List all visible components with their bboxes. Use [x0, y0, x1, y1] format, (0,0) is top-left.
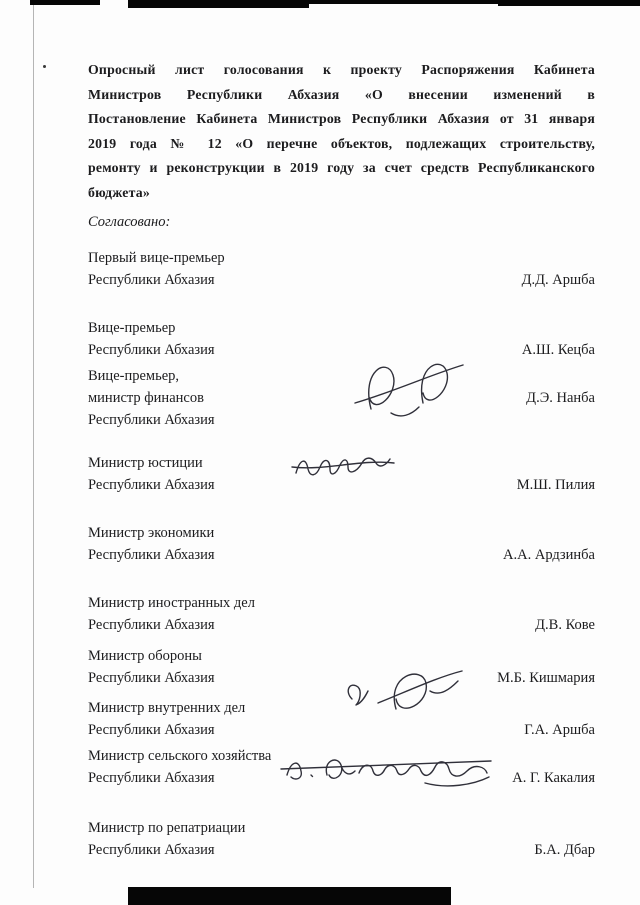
scan-edge-line: [33, 0, 34, 888]
position-line: Республики Абхазия: [88, 770, 215, 786]
position-line: Республики Абхазия: [88, 842, 215, 858]
position-line: Республики Абхазия: [88, 722, 215, 738]
signatory-position: [88, 817, 245, 861]
position-line: Министр экономики: [88, 525, 215, 541]
position-line: Министр по репатриации: [88, 820, 246, 836]
signatory-name: А.Ш. Кецба: [521, 342, 595, 358]
position-line: Министр сельского хозяйства: [88, 748, 272, 764]
scan-artifact-top: [128, 0, 309, 8]
signatory-row: [88, 365, 595, 431]
signature-handwritten: [275, 747, 495, 789]
signatory-row: [88, 817, 595, 861]
signatory-row: [88, 745, 595, 789]
signatory-position: [88, 365, 215, 431]
signature-handwritten: [290, 447, 395, 482]
position-line: Первый вице-премьер: [88, 250, 225, 266]
position-line: Министр внутренних дел: [88, 700, 246, 716]
document-content: [88, 58, 595, 861]
position-line: Министр юстиции: [88, 455, 203, 471]
signatory-position: [88, 452, 215, 496]
signatory-list: [88, 247, 595, 861]
signatory-row: [88, 697, 595, 741]
signatory-name: Д.Д. Аршба: [521, 272, 595, 288]
signature-handwritten: [335, 351, 465, 426]
position-line: Республики Абхазия: [88, 477, 215, 493]
signatory-position: [88, 745, 271, 789]
signatory-name: М.Б. Кишмария: [497, 670, 595, 686]
signatory-name: А. Г. Какалия: [512, 770, 595, 786]
title-line: 2019 года № 12 «О перечне объектов, подлежащих строительству,: [88, 135, 595, 151]
signatory-position: [88, 317, 215, 361]
signatory-name: Д.В. Кове: [535, 617, 595, 633]
signatory-name: А.А. Ардзинба: [503, 547, 595, 563]
scan-artifact-top: [308, 0, 499, 4]
scan-artifact-top: [30, 0, 100, 5]
signatory-row: [88, 645, 595, 689]
signatory-name: Г.А. Аршба: [524, 722, 595, 738]
position-line: Республики Абхазия: [88, 617, 215, 633]
position-line: Республики Абхазия: [88, 272, 215, 288]
position-line: Республики Абхазия: [88, 412, 215, 428]
position-line: Республики Абхазия: [88, 342, 215, 358]
title-line: бюджета»: [88, 184, 150, 200]
position-line: Вице-премьер,: [88, 368, 180, 384]
signatory-row: [88, 247, 595, 291]
signatory-position: [88, 247, 225, 291]
scan-artifact-top: [498, 0, 640, 6]
position-line: Республики Абхазия: [88, 670, 215, 686]
signatory-position: [88, 592, 255, 636]
document-title: [88, 58, 595, 205]
title-line: Опросный лист голосования к проекту Распоряжения Кабинета: [88, 62, 595, 77]
position-line: Республики Абхазия: [88, 547, 215, 563]
signatory-name: М.Ш. Пилия: [516, 477, 595, 493]
signatory-row: [88, 592, 595, 636]
signatory-row: [88, 317, 595, 361]
scan-artifact-bottom: [128, 887, 451, 905]
signatory-position: [88, 697, 245, 741]
position-line: министр финансов: [88, 390, 204, 406]
position-line: Вице-премьер: [88, 320, 176, 336]
title-line: Постановление Кабинета Министров Республики Абхазия от 31 января: [88, 111, 595, 126]
agreed-label: Согласовано:: [88, 214, 171, 230]
signatory-name: Б.А. Дбар: [534, 842, 595, 858]
signatory-row: [88, 452, 595, 496]
position-line: Министр иностранных дел: [88, 595, 255, 611]
signatory-row: [88, 522, 595, 566]
signatory-position: [88, 645, 215, 689]
position-line: Министр обороны: [88, 648, 202, 664]
scan-speck: [43, 65, 46, 68]
title-line: ремонту и реконструкции в 2019 году за счет средств Республиканского: [88, 160, 595, 175]
signatory-position: [88, 522, 215, 566]
title-line: Министров Республики Абхазия «О внесении изменений в: [88, 86, 595, 102]
signatory-name: Д.Э. Нанба: [526, 390, 595, 406]
